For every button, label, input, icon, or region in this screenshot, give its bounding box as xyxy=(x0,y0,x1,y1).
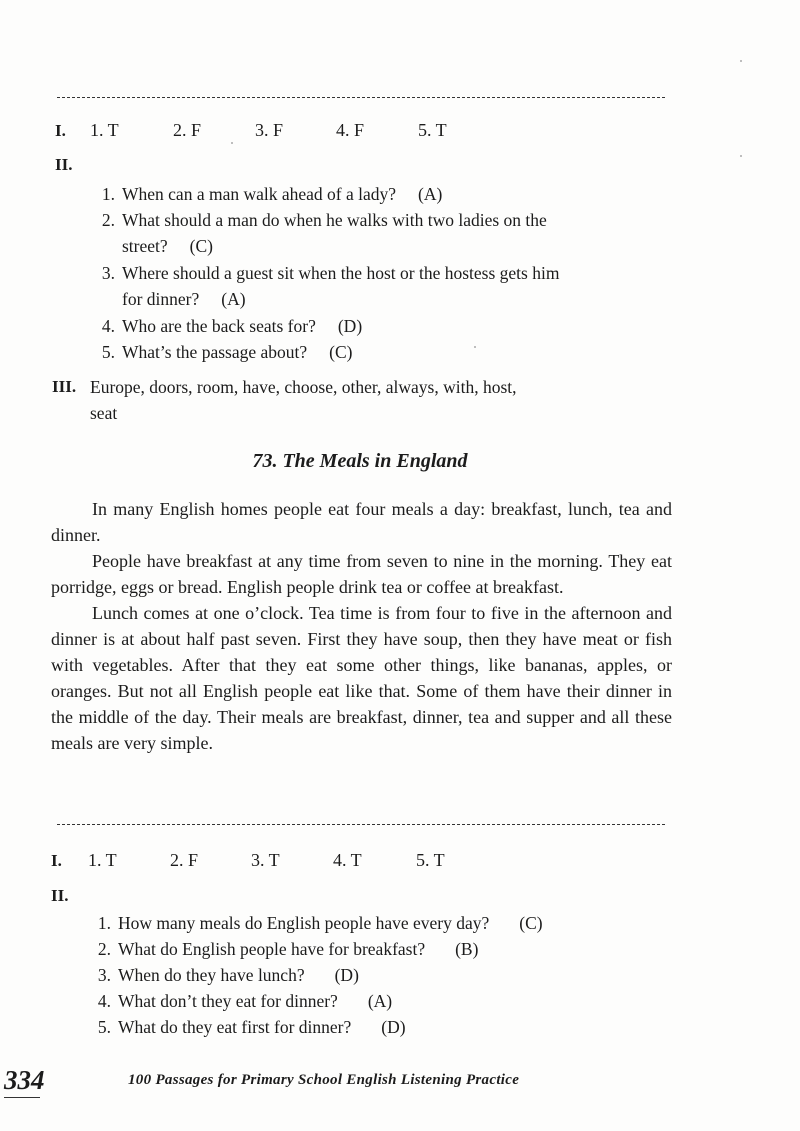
question-number: 5. xyxy=(101,342,115,362)
passage-body xyxy=(51,496,672,756)
question-item xyxy=(97,910,543,936)
passage-paragraph: People have breakfast at any time from seven to nine in the morning. They eat porridge, eggs or bread. English people drink tea or coffee at breakfast. xyxy=(51,551,672,597)
top-dashed-divider xyxy=(57,97,665,98)
question-text: Where should a guest sit when the host or the hostess gets him xyxy=(122,263,560,283)
question-answer: (D) xyxy=(337,316,363,336)
page-number: 334 xyxy=(4,1065,45,1095)
word-list-line: seat xyxy=(90,403,118,423)
question-number: 2. xyxy=(101,210,115,230)
tf-answer: 3. T xyxy=(251,850,280,870)
tf-answer: 2. F xyxy=(170,850,199,870)
question-item xyxy=(101,207,547,259)
question-number: 5. xyxy=(97,1017,111,1037)
word-list xyxy=(90,374,517,426)
question-item xyxy=(97,962,359,988)
word-list-line: Europe, doors, room, have, choose, other, always, with, host, xyxy=(90,377,517,397)
scan-speck xyxy=(740,60,742,62)
book-title-footer: 100 Passages for Primary School English Listening Practice xyxy=(128,1072,520,1088)
question-item xyxy=(101,260,560,312)
tf-answer: 5. T xyxy=(416,850,445,870)
question-number: 3. xyxy=(101,263,115,283)
question-item xyxy=(101,339,353,365)
question-text-cont: for dinner? xyxy=(122,289,200,309)
passage-title: 73. The Meals in England xyxy=(252,450,468,472)
section1-part3-label: III. xyxy=(52,377,77,396)
tf-answer: 4. T xyxy=(333,850,362,870)
tf-answer: 1. T xyxy=(88,850,117,870)
question-number: 2. xyxy=(97,939,111,959)
question-answer: (C) xyxy=(329,342,353,362)
middle-dashed-divider xyxy=(57,824,665,825)
question-text: What don’t they eat for dinner? xyxy=(118,991,338,1011)
question-item xyxy=(101,313,363,339)
question-item xyxy=(97,1014,406,1040)
question-item xyxy=(101,181,443,207)
tf-answer: 4. F xyxy=(336,120,365,140)
section1-part1-label: I. xyxy=(55,121,66,140)
question-item xyxy=(97,936,479,962)
question-answer: (A) xyxy=(367,991,393,1011)
tf-answer: 2. F xyxy=(173,120,202,140)
question-number: 1. xyxy=(101,184,115,204)
question-answer: (A) xyxy=(221,289,246,309)
question-number: 1. xyxy=(97,913,111,933)
question-item xyxy=(97,988,393,1014)
question-text: What’s the passage about? xyxy=(122,342,308,362)
tf-answer: 5. T xyxy=(418,120,447,140)
question-text: What should a man do when he walks with two ladies on the xyxy=(122,210,547,230)
scan-speck xyxy=(740,155,742,157)
tf-answer: 3. F xyxy=(255,120,284,140)
section2-part2-label: II. xyxy=(51,886,69,905)
question-answer: (D) xyxy=(334,965,359,985)
question-text-cont: street? xyxy=(122,236,168,256)
question-text: What do English people have for breakfast? xyxy=(118,939,426,959)
scan-speck xyxy=(231,142,233,144)
scan-speck xyxy=(474,346,476,348)
question-answer: (B) xyxy=(455,939,479,959)
question-answer: (A) xyxy=(418,184,443,204)
passage-paragraph: In many English homes people eat four meals a day: breakfast, lunch, tea and dinner. xyxy=(51,499,672,545)
question-number: 4. xyxy=(97,991,111,1011)
question-text: Who are the back seats for? xyxy=(122,316,316,336)
question-number: 4. xyxy=(101,316,115,336)
question-text: How many meals do English people have every day? xyxy=(118,913,490,933)
question-text: When can a man walk ahead of a lady? xyxy=(122,184,397,204)
question-answer: (D) xyxy=(381,1017,406,1037)
question-text: What do they eat first for dinner? xyxy=(118,1017,352,1037)
passage-paragraph: Lunch comes at one o’clock. Tea time is from four to five in the afternoon and dinner is at about half past seven. First they have soup, then they have meat or fish with vegetables. After that they eat some other things, like bananas, apples, or oranges. But not all English people eat like that. Some of them have their dinner in the middle of the day. Their meals are breakfast, dinner, tea and supper and all these meals are very simple. xyxy=(51,603,672,753)
question-answer: (C) xyxy=(189,236,213,256)
section2-part1-label: I. xyxy=(51,851,62,870)
question-text: When do they have lunch? xyxy=(118,965,305,985)
tf-answer: 1. T xyxy=(90,120,119,140)
page-number-underline xyxy=(4,1097,40,1098)
section1-part2-label: II. xyxy=(55,155,73,174)
question-answer: (C) xyxy=(519,913,543,933)
question-number: 3. xyxy=(97,965,111,985)
